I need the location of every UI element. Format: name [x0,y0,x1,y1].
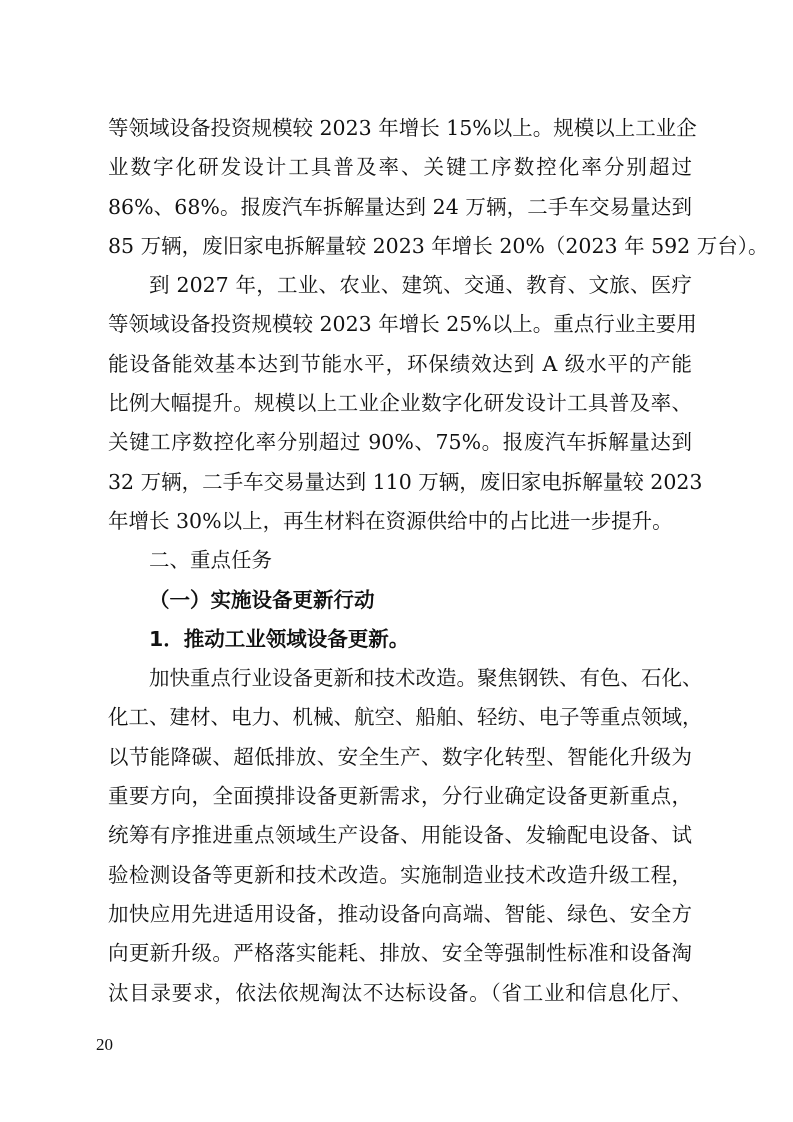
paragraph-line: 验检测设备等更新和技术改造。实施制造业技术改造升级工程， [108,862,692,887]
subsection-heading: （一）实施设备更新行动 [149,587,375,612]
paragraph-line: 85 万辆，废旧家电拆解量较 2023 年增长 20%（2023 年 592 万台）。 [108,233,769,258]
page-number: 20 [96,1035,113,1054]
paragraph-line: 以节能降碳、超低排放、安全生产、数字化转型、智能化升级为 [108,744,692,769]
paragraph-line: 重要方向，全面摸排设备更新需求，分行业确定设备更新重点， [108,784,692,809]
item-heading: 1．推动工业领域设备更新。 [149,626,410,651]
paragraph-line: 能设备能效基本达到节能水平，环保绩效达到 A 级水平的产能 [108,351,692,376]
paragraph-line: 统筹有序推进重点领域生产设备、用能设备、发输配电设备、试 [108,823,692,848]
paragraph-line: 加快重点行业设备更新和技术改造。聚焦钢铁、有色、石化、 [149,666,703,691]
paragraph-industrial-equipment [108,659,703,1013]
paragraph-line: 化工、建材、电力、机械、航空、船舶、轻纺、电子等重点领域， [108,705,703,730]
page-body [108,109,769,1013]
paragraph-line: 关键工序数控化率分别超过 90%、75%。报废汽车拆解量达到 [108,430,692,455]
paragraph-line: 32 万辆，二手车交易量达到 110 万辆，废旧家电拆解量较 2023 [108,469,703,494]
paragraph-targets-2025 [108,109,769,266]
section-heading: 二、重点任务 [149,548,272,573]
paragraph-line: 汰目录要求，依法依规淘汰不达标设备。（省工业和信息化厅、 [108,980,692,1005]
paragraph-line: 86%、68%。报废汽车拆解量达到 24 万辆，二手车交易量达到 [108,194,692,219]
paragraph-line: 向更新升级。严格落实能耗、排放、安全等强制性标准和设备淘 [108,941,692,966]
paragraph-line: 等领域设备投资规模较 2023 年增长 15%以上。规模以上工业企 [108,116,697,140]
paragraph-line: 加快应用先进适用设备，推动设备向高端、智能、绿色、安全方 [108,901,692,926]
paragraph-line: 比例大幅提升。规模以上工业企业数字化研发设计工具普及率、 [108,391,692,416]
paragraph-line: 到 2027 年，工业、农业、建筑、交通、教育、文旅、医疗 [149,273,692,298]
paragraph-line: 业数字化研发设计工具普及率、关键工序数控化率分别超过 [108,155,692,180]
paragraph-line: 年增长 30%以上，再生材料在资源供给中的占比进一步提升。 [108,508,673,533]
paragraph-targets-2027 [108,266,703,541]
paragraph-line: 等领域设备投资规模较 2023 年增长 25%以上。重点行业主要用 [108,312,697,337]
